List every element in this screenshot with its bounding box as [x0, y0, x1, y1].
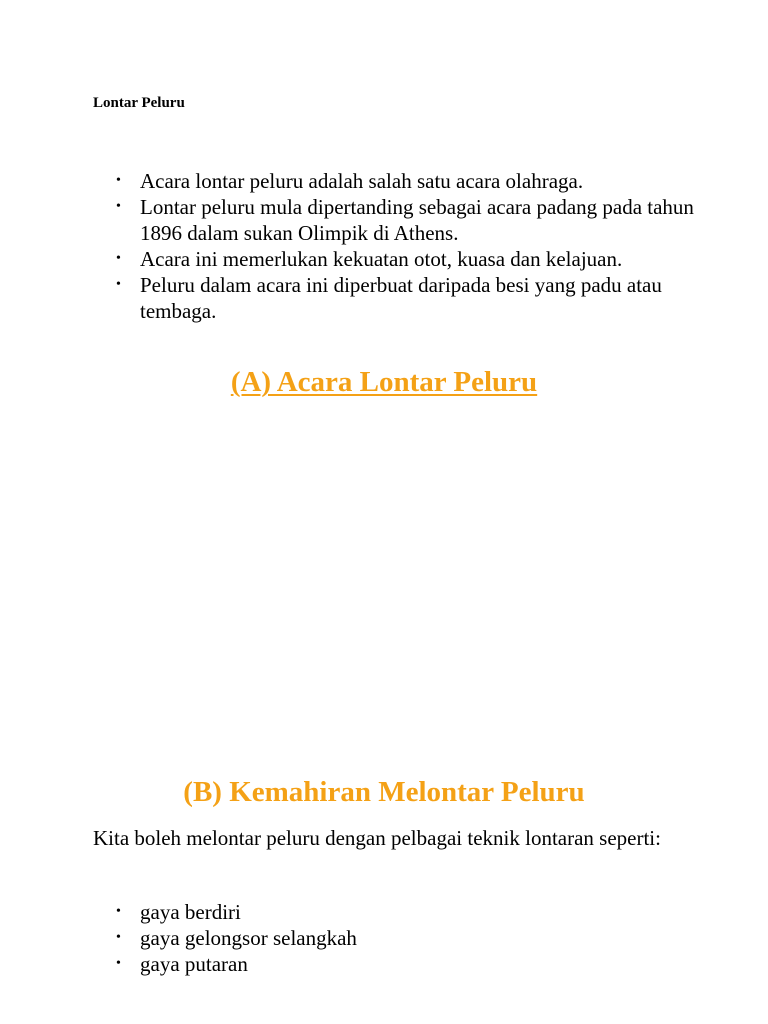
list-item-text: gaya berdiri — [140, 900, 241, 924]
list-item — [116, 899, 700, 925]
list-item — [116, 194, 700, 246]
list-item-text: gaya putaran — [140, 952, 248, 976]
intro-bullet-list — [116, 168, 700, 324]
list-item — [116, 951, 700, 977]
list-item-text: Peluru dalam acara ini diperbuat daripada besi yang padu atau tembaga. — [140, 273, 662, 323]
list-item-text: Lontar peluru mula dipertanding sebagai acara padang pada tahun 1896 dalam sukan Olimpik di Athens. — [140, 195, 694, 245]
list-item — [116, 925, 700, 951]
bullet-icon: • — [116, 277, 121, 292]
section-b-heading: (B) Kemahiran Melontar Peluru — [183, 776, 585, 808]
section-a-heading-link[interactable]: (A) Acara Lontar Peluru — [230, 366, 538, 398]
list-item-text: gaya gelongsor selangkah — [140, 926, 357, 950]
bullet-icon: • — [116, 251, 121, 266]
technique-bullet-list — [116, 899, 700, 977]
section-b-paragraph: Kita boleh melontar peluru dengan pelbagai teknik lontaran seperti: — [93, 826, 661, 850]
bullet-icon: • — [116, 956, 121, 971]
list-item — [116, 168, 700, 194]
bullet-icon: • — [116, 930, 121, 945]
bullet-icon: • — [116, 199, 121, 214]
section-a-heading[interactable] — [0, 365, 768, 399]
list-item — [116, 272, 700, 324]
bullet-icon: • — [116, 904, 121, 919]
bullet-icon: • — [116, 173, 121, 188]
document-title: Lontar Peluru — [93, 95, 185, 111]
list-item — [116, 246, 700, 272]
list-item-text: Acara ini memerlukan kekuatan otot, kuasa dan kelajuan. — [140, 247, 623, 271]
list-item-text: Acara lontar peluru adalah salah satu acara olahraga. — [140, 169, 584, 193]
